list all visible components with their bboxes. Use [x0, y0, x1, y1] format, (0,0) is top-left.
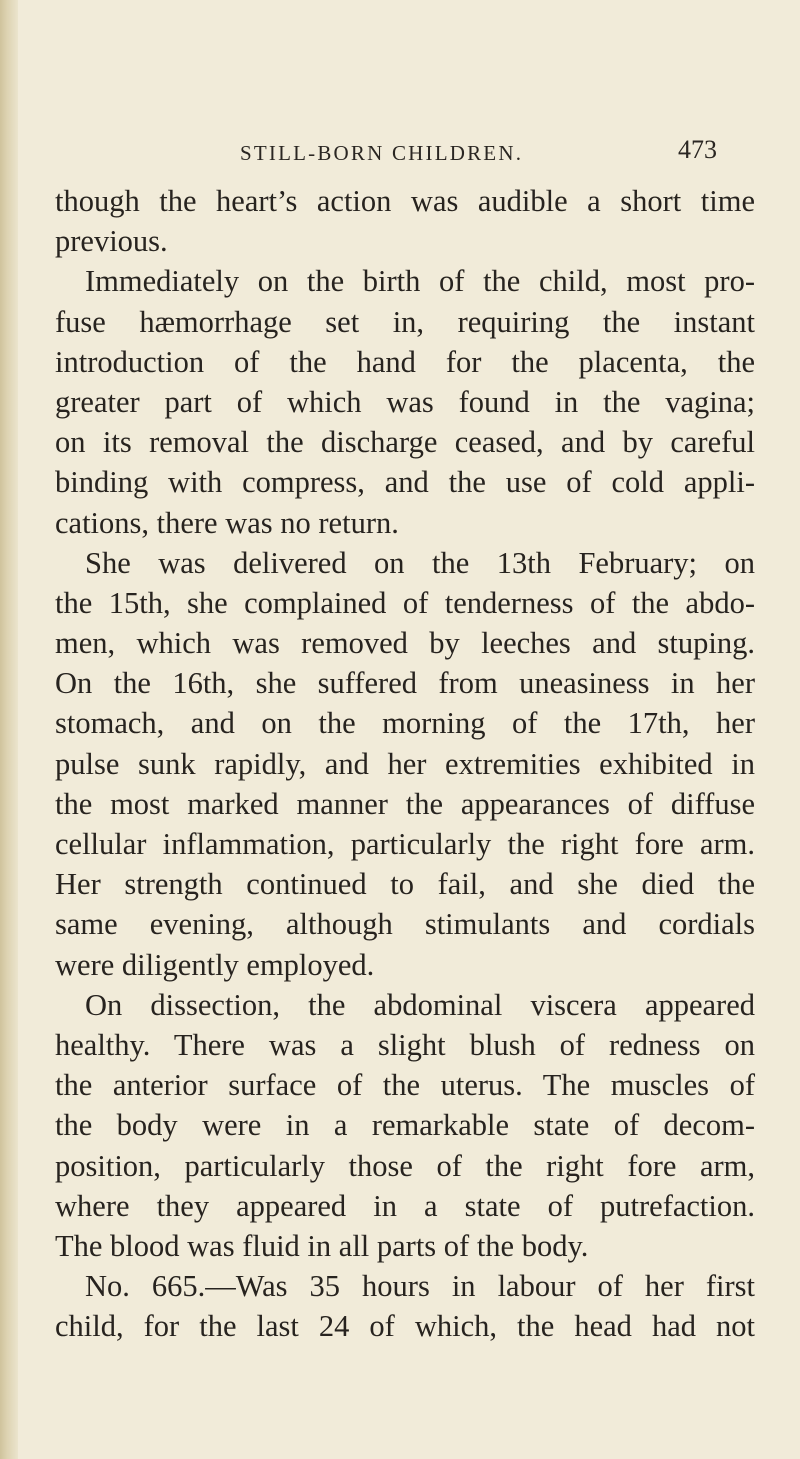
- text-line: healthy. There was a slight blush of redness on: [55, 1027, 755, 1062]
- text-line: pulse sunk rapidly, and her extremities exhibited in: [55, 746, 755, 781]
- text-line: the 15th, she complained of tenderness of the abdo-: [55, 585, 755, 620]
- page-gutter-shadow: [0, 0, 18, 1459]
- text-line: men, which was removed by leeches and stuping.: [55, 626, 755, 661]
- text-line: Immediately on the birth of the child, most pro-: [85, 264, 755, 299]
- page-number: 473: [678, 135, 717, 164]
- text-line: fuse hæmorrhage set in, requiring the instant: [55, 304, 755, 339]
- text-line: the body were in a remarkable state of decom-: [55, 1108, 755, 1143]
- text-line: She was delivered on the 13th February; on: [85, 545, 755, 580]
- body-text: [55, 181, 755, 1346]
- text-line: The blood was fluid in all parts of the body.: [55, 1228, 589, 1263]
- text-line: On the 16th, she suffered from uneasiness in her: [55, 666, 755, 701]
- text-line: the most marked manner the appearances of diffuse: [55, 786, 755, 821]
- text-line: cellular inflammation, particularly the right fore arm.: [55, 827, 755, 861]
- text-line: greater part of which was found in the vagina;: [55, 384, 755, 419]
- text-line: though the heart’s action was audible a short time: [55, 184, 755, 218]
- text-line: binding with compress, and the use of cold appli-: [55, 465, 755, 500]
- text-line: child, for the last 24 of which, the head had not: [55, 1309, 755, 1344]
- text-line: same evening, although stimulants and cordials: [55, 907, 755, 942]
- running-title: STILL-BORN CHILDREN.: [240, 141, 524, 165]
- text-line: previous.: [55, 224, 168, 259]
- text-line: introduction of the hand for the placenta, the: [55, 344, 755, 379]
- text-line: cations, there was no return.: [55, 505, 399, 540]
- text-line: Her strength continued to fail, and she died the: [55, 867, 755, 902]
- text-line: where they appeared in a state of putrefaction.: [55, 1188, 755, 1223]
- text-line: On dissection, the abdominal viscera appeared: [85, 987, 755, 1022]
- text-line: were diligently employed.: [55, 947, 375, 982]
- text-line: the anterior surface of the uterus. The muscles of: [55, 1068, 755, 1103]
- running-head: [240, 135, 750, 175]
- text-line: position, particularly those of the right fore arm,: [55, 1148, 755, 1183]
- text-line: No. 665.—Was 35 hours in labour of her first: [85, 1269, 755, 1304]
- text-line: stomach, and on the morning of the 17th, her: [55, 706, 755, 741]
- text-line: on its removal the discharge ceased, and by careful: [55, 425, 755, 460]
